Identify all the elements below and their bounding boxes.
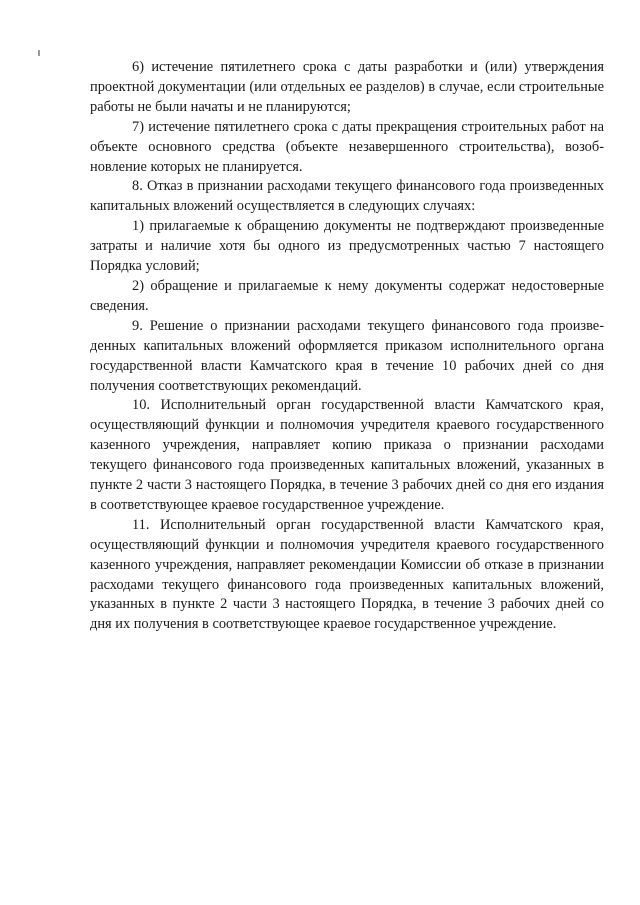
paragraph-item-1: 1) прилагаемые к обращению документы не подтверждают произведенные затраты и наличие хотя бы одного из предусмотренных частью 7 настоящего Порядка условий; — [90, 218, 604, 275]
paragraph-item-2: 2) обращение и прилагаемые к нему документы содержат недостоверные сведения. — [90, 277, 604, 314]
document-body — [90, 58, 604, 635]
scan-edge-mark — [38, 50, 40, 56]
paragraph-section-8: 8. Отказ в признании расходами текущего финансового года произведенных капитальных вложений осуществляется в следующих случаях: — [90, 178, 604, 215]
paragraph-item-7: 7) истечение пятилетнего срока с даты прекращения строительных работ на объекте основного средства (объекте незавершенного строительства), возобновление которых не планируется. — [90, 118, 604, 175]
paragraph-section-11: 11. Исполнительный орган государственной власти Камчатского края, осуществляющий функции и полномочия учредителя краевого государственного казенного учреждения, направляет рекомендации Комиссии об отказе в признании расходами текущего финансового года произведенных капитальных вложений, указанных в пункте 2 части 3 настоящего Порядка, в течение 3 рабочих дней со дня их получения в соответствующее краевое государственное учреждение. — [90, 516, 604, 633]
paragraph-section-10: 10. Исполнительный орган государственной власти Камчатского края, осуществляющий функции и полномочия учредителя краевого государственного казенного учреждения, направляет копию приказа о признании расходами текущего финансового года произведенных капитальных вложений, указанных в пункте 2 части 3 настоящего Порядка, в течение 3 рабочих дней со дня его издания в соответствующее краевое государственное учреждение. — [90, 397, 604, 513]
paragraph-section-9: 9. Решение о признании расходами текущего финансового года произведенных капитальных вложений оформляется приказом исполнительного органа государственной власти Камчатского края в течение 10 рабочих дней со дня получения соответствующих рекомендаций. — [90, 317, 604, 394]
paragraph-item-6: 6) истечение пятилетнего срока с даты разработки и (или) утверждения проектной документации (или отдельных ее разделов) в случае, если строительные работы не были начаты и не планируются; — [90, 59, 604, 115]
